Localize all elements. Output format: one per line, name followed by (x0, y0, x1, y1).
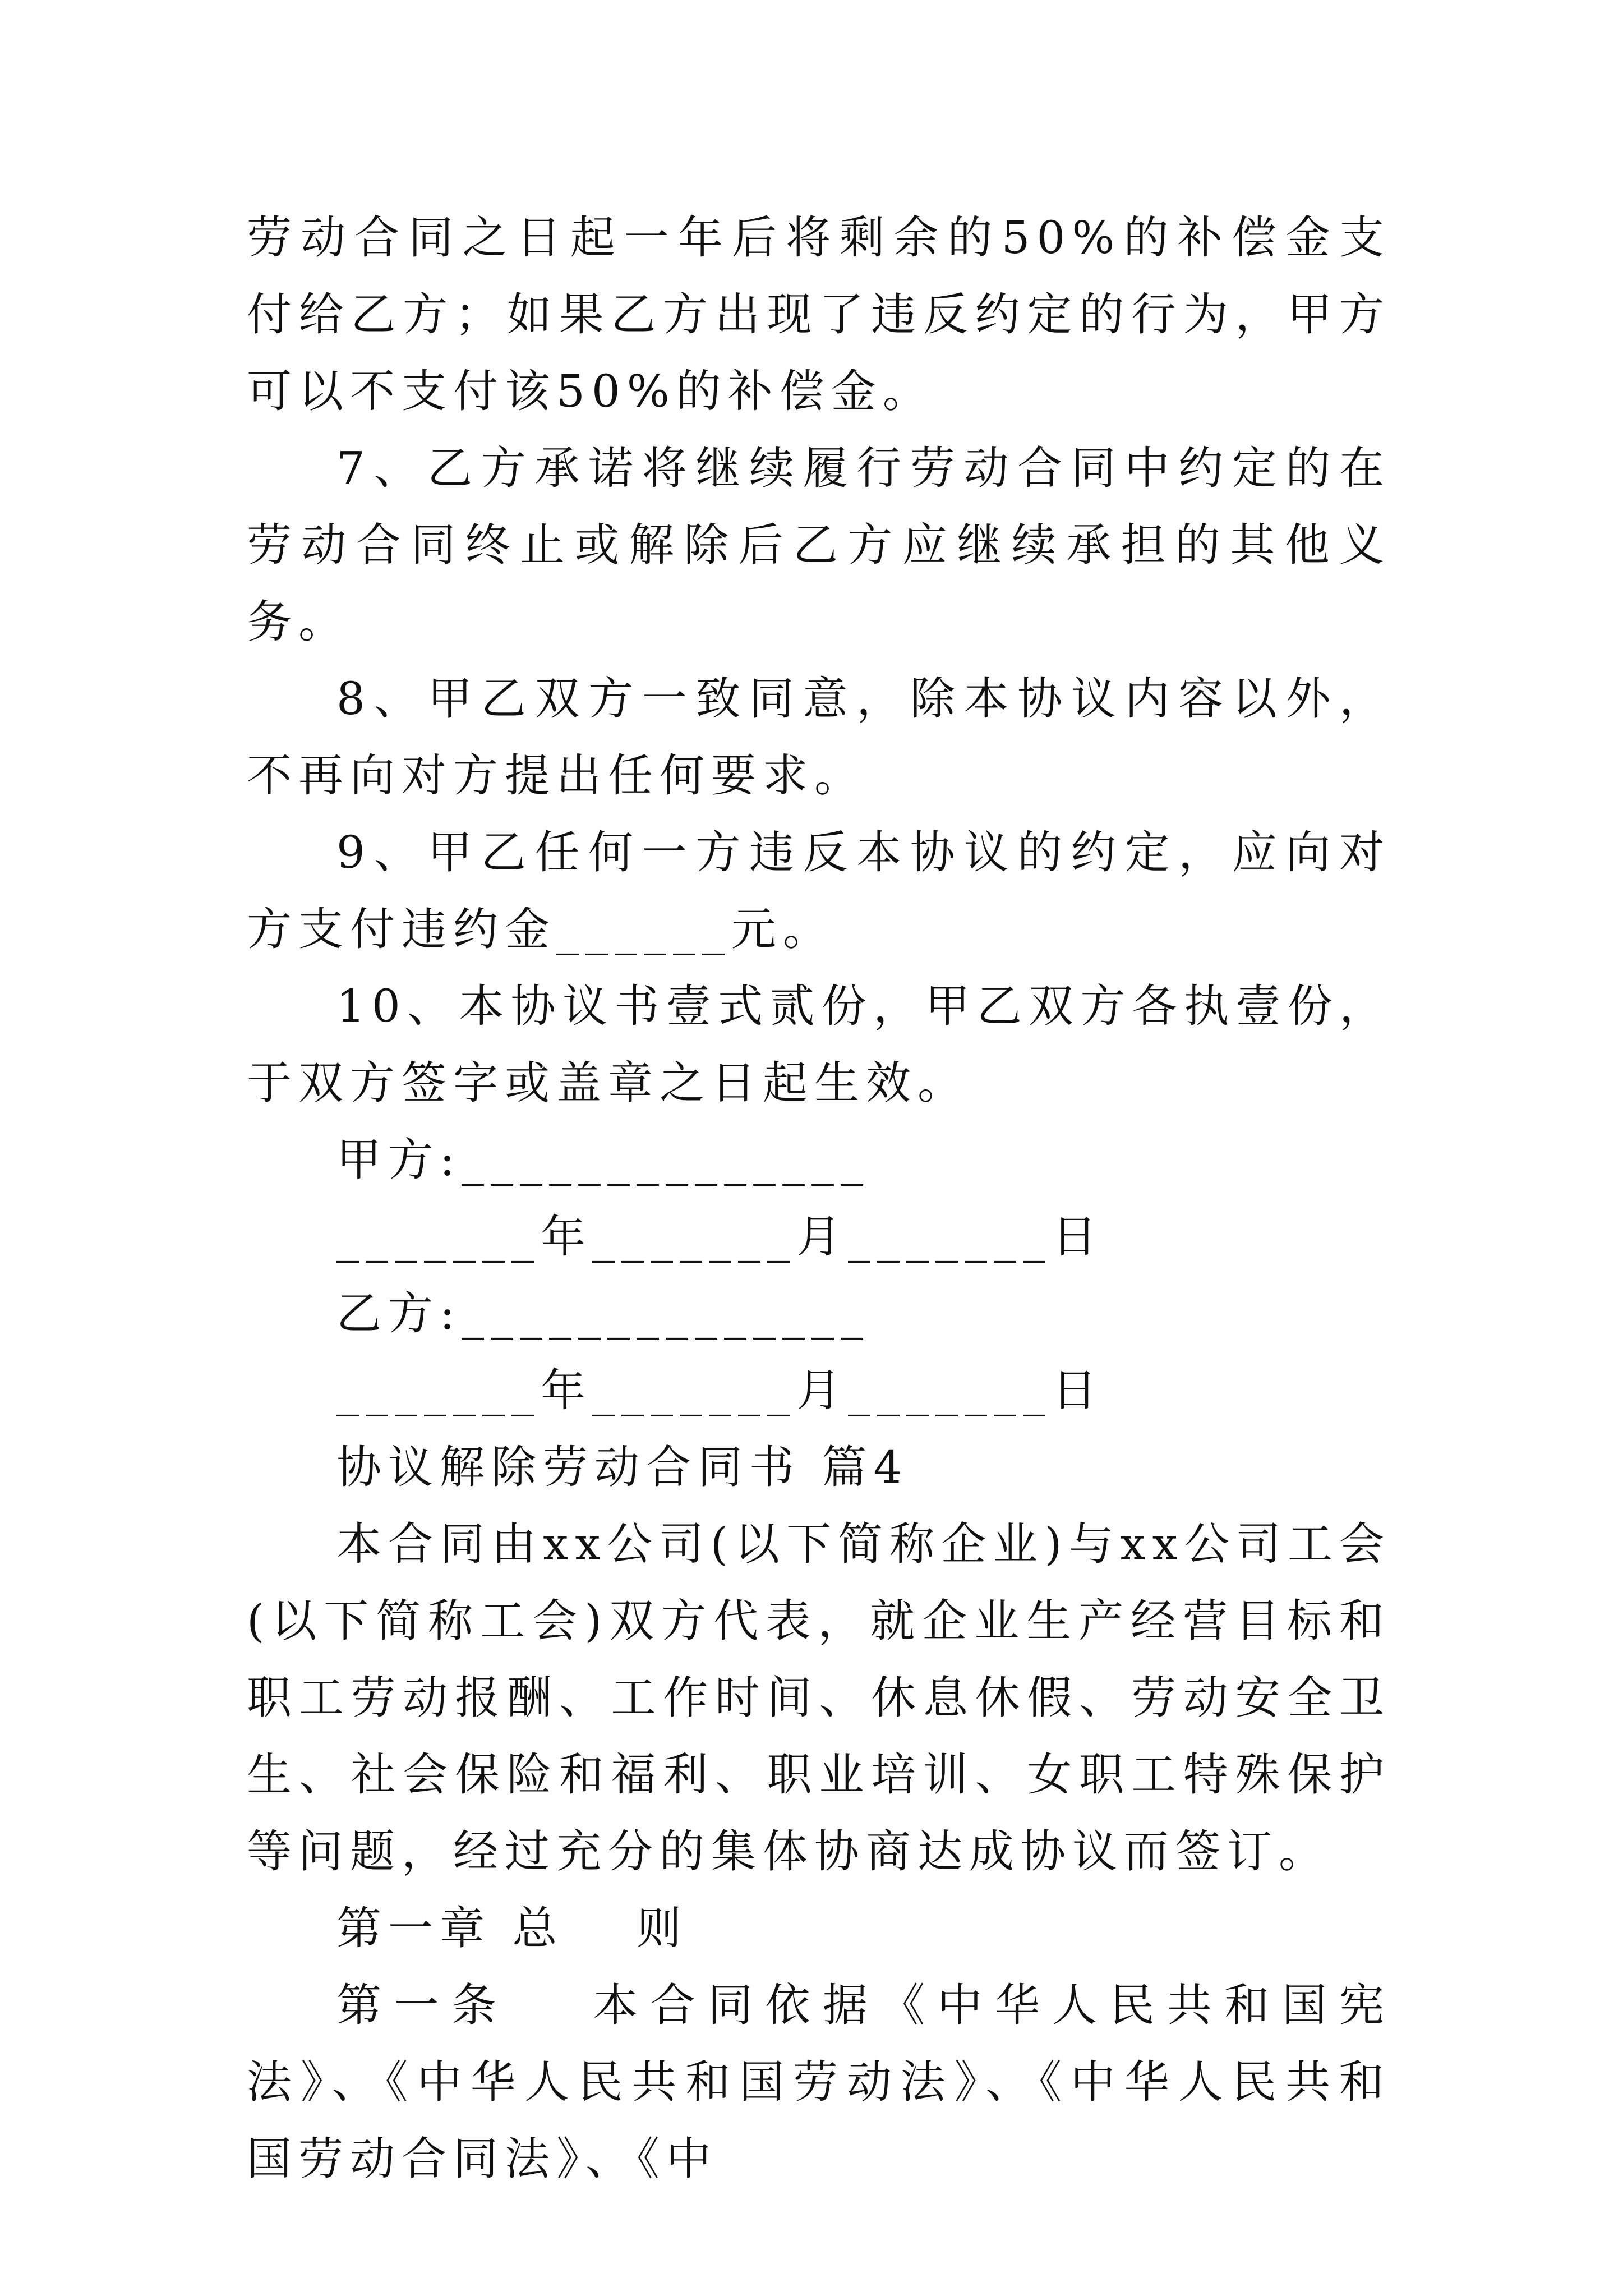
paragraph-item-7: 7、乙方承诺将继续履行劳动合同中约定的在劳动合同终止或解除后乙方应继续承担的其他义务。 (247, 442, 1391, 648)
section-title: 协议解除劳动合同书 篇4 (336, 1441, 909, 1493)
party-b-signature-line: 乙方:______________ (336, 1287, 870, 1340)
section-intro-paragraph: 本合同由xx公司(以下简称企业)与xx公司工会(以下简称工会)双方代表，就企业生产经营目标和职工劳动报酬、工作时间、休息休假、劳动安全卫生、社会保险和福利、职业培训、女职工特殊保护等问题，经过充分的集体协商达成协议而签订。 (247, 1518, 1391, 1878)
document-body (247, 199, 1391, 2197)
chapter-title: 第一章 总 则 (336, 1902, 688, 1954)
paragraph-item-10: 10、本协议书壹式贰份，甲乙双方各执壹份，于双方签字或盖章之日起生效。 (247, 980, 1391, 1109)
party-a-signature-line: 甲方:______________ (336, 1134, 870, 1186)
paragraph-item-9: 9、甲乙任何一方违反本协议的约定，应向对方支付违约金______元。 (247, 826, 1391, 955)
paragraph-item-8: 8、甲乙双方一致同意，除本协议内容以外，不再向对方提出任何要求。 (247, 673, 1391, 802)
party-a-date-line: _______年_______月_______日 (336, 1211, 1104, 1263)
party-b-date-line: _______年_______月_______日 (336, 1364, 1104, 1416)
article-1-paragraph: 第一条 本合同依据《中华人民共和国宪法》、《中华人民共和国劳动法》、《中华人民共和国劳动合同法》、《中 (247, 1979, 1391, 2185)
paragraph-compensation: 劳动合同之日起一年后将剩余的50%的补偿金支付给乙方；如果乙方出现了违反约定的行为，甲方可以不支付该50%的补偿金。 (247, 211, 1391, 417)
